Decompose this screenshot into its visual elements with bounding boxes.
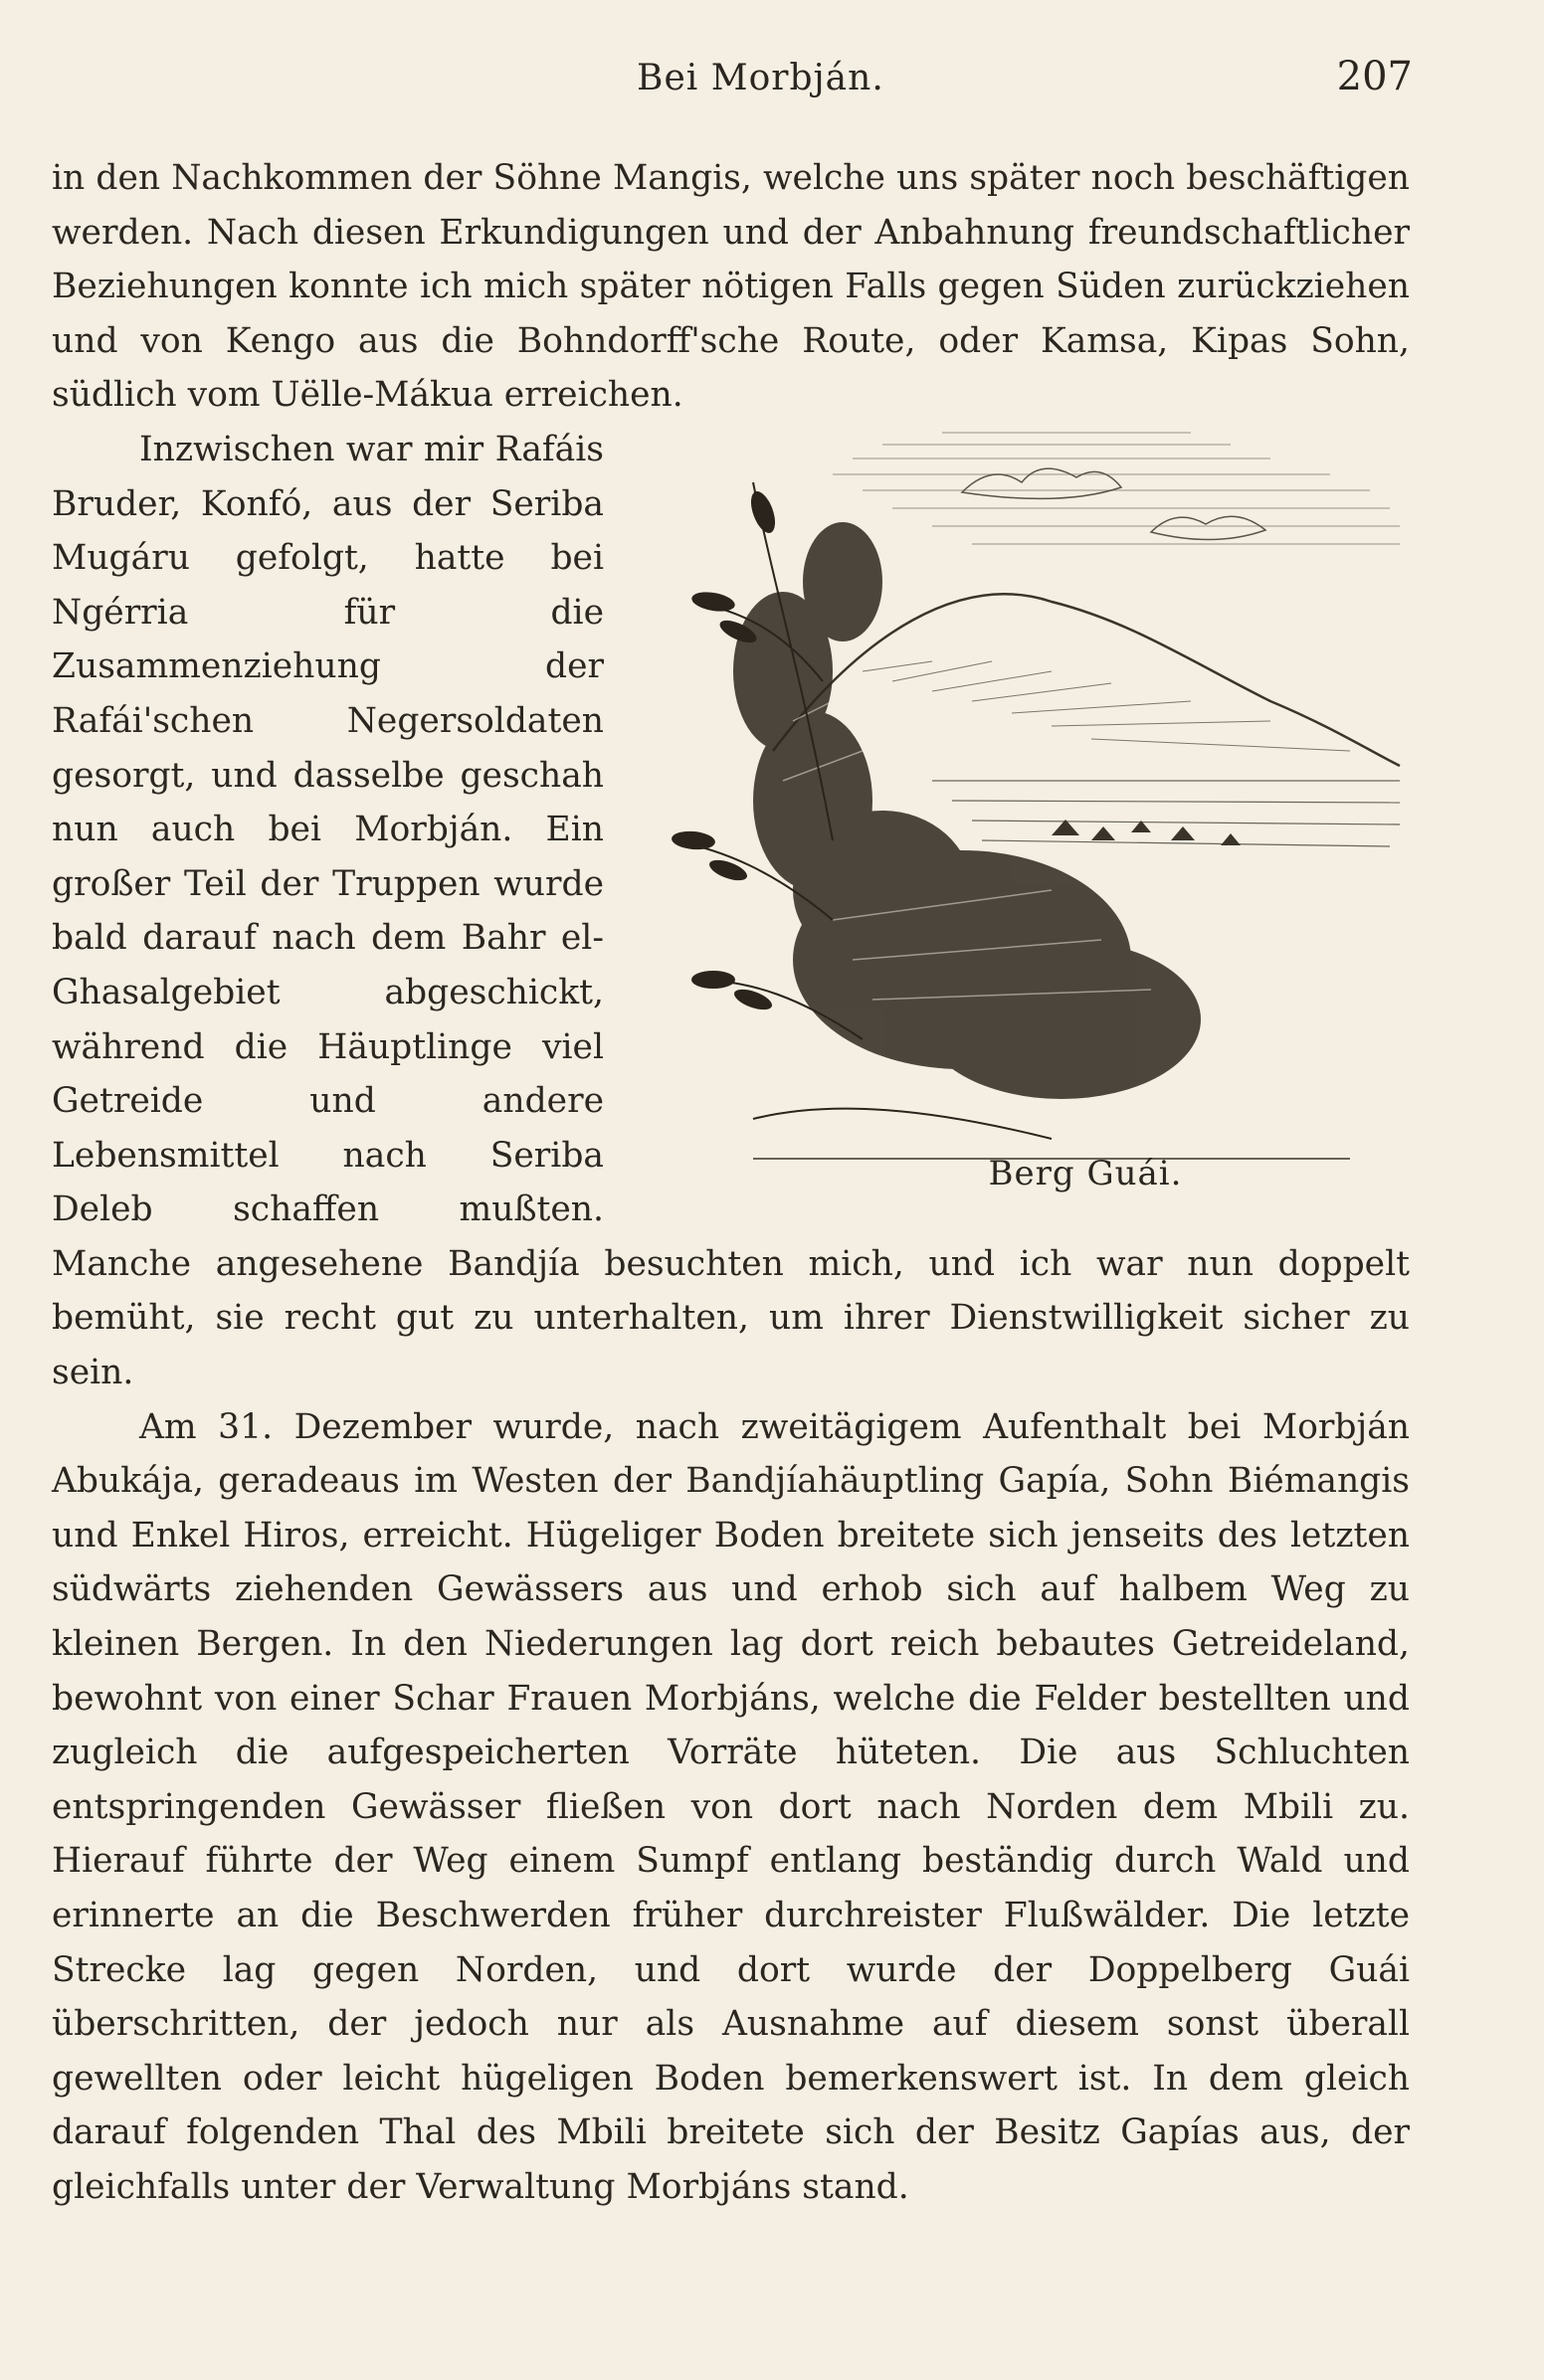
page-number: 207 xyxy=(1336,54,1413,99)
body-text xyxy=(52,151,1410,2215)
running-head xyxy=(0,54,1413,117)
landscape-engraving xyxy=(634,423,1410,1211)
paragraph-1: in den Nachkommen der Söhne Mangis, welche uns später noch beschäftigen werden. Nach diesen Erkundigungen und der Anbahnung freundschaftlicher Beziehungen konnte ich mich später nötigen Falls gegen Süden zurückziehen und von Kengo aus die Bohndorff'sche Route, oder Kamsa, Kipas Sohn, südlich vom Uëlle-Mákua erreichen. xyxy=(52,158,1410,416)
paragraph-2 xyxy=(52,423,1410,1400)
figure-berg-guai xyxy=(634,423,1410,1211)
paragraph-3: Am 31. Dezember wurde, nach zweitägigem Aufenthalt bei Morbján Abukája, geradeaus im Westen der Bandjíahäuptling Gapía, Sohn Biémangis und Enkel Hiros, erreicht. Hügeliger Boden breitete sich jenseits des letzten südwärts ziehenden Gewässers aus und erhob sich auf halbem Weg zu kleinen Bergen. In den Niederungen lag dort reich bebautes Getreideland, bewohnt von einer Schar Frauen Morbjáns, welche die Felder bestellten und zugleich die aufgespeicherten Vorräte hüteten. Die aus Schluchten entspringenden Gewässer fließen von dort nach Norden dem Mbili zu. Hierauf führte der Weg einem Sumpf entlang beständig durch Wald und erinnerte an die Beschwerden früher durchreister Flußwälder. Die letzte Strecke lag gegen Norden, und dort wurde der Doppelberg Guái überschritten, der jedoch nur als Ausnahme auf diesem sonst überall gewellten oder leicht hügeligen Boden bemerkenswert ist. In dem gleich darauf folgenden Thal des Mbili breitete sich der Besitz Gapías aus, der gleichfalls unter der Verwaltung Morbjáns stand. xyxy=(52,1406,1410,2207)
figure-caption: Berg Guái. xyxy=(988,1154,1183,1194)
running-head-title: Bei Morbján. xyxy=(637,58,884,98)
paragraph-2-text: Inzwischen war mir Rafáis Bruder, Konfó, aus der Seriba Mugáru gefolgt, hatte bei Ngérria für die Zusammenziehung der Rafái'schen Negersoldaten gesorgt, und dasselbe geschah nun auch bei Morbján. Ein großer Teil der Truppen wurde bald darauf nach dem Bahr el-Ghasalgebiet abgeschickt, während die Häuptlinge viel Getreide und andere Lebensmittel nach Seriba Deleb schaffen mußten. Manche angesehene Bandjía besuchten mich, und ich war nun doppelt bemüht, sie recht gut zu unterhalten, um ihrer Dienstwilligkeit sicher zu sein. xyxy=(52,429,1410,1393)
